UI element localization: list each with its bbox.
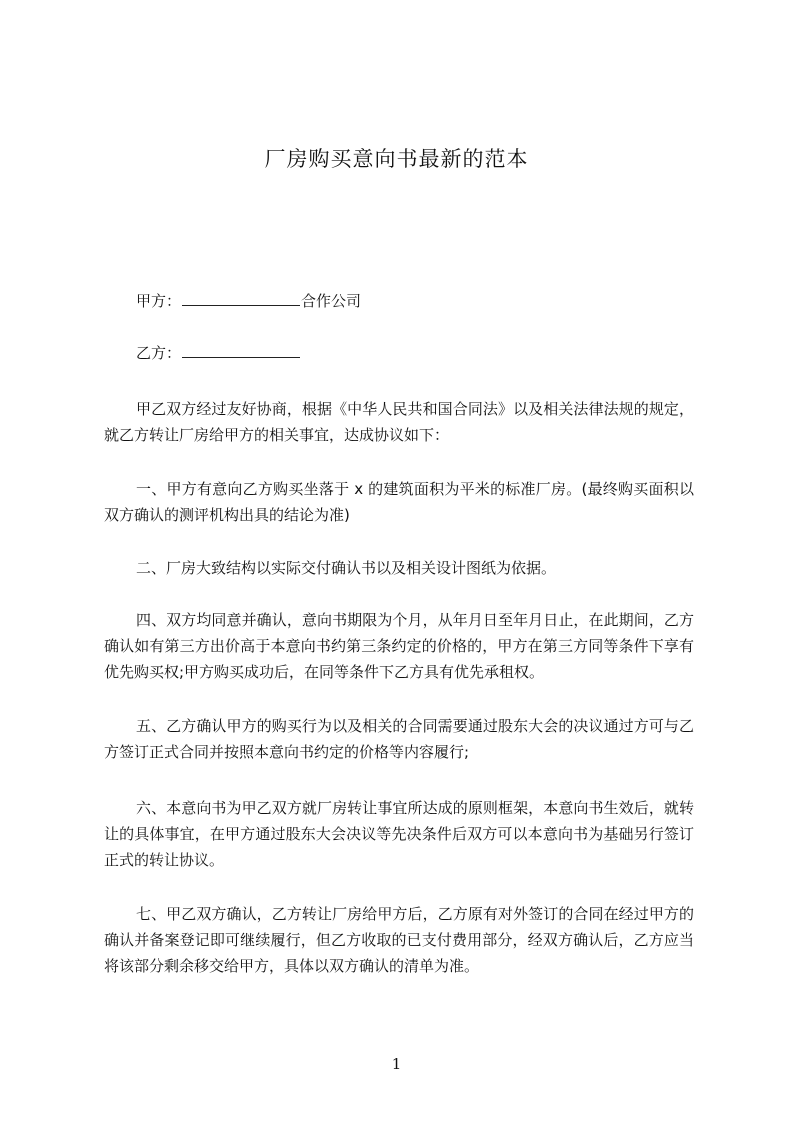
paragraph-clause-4: 四、双方均同意并确认，意向书期限为个月，从年月日至年月日止，在此期间，乙方确认如有第三方出价高于本意向书约第三条约定的价格的，甲方在第三方同等条件下享有优先购买权;甲方购买成功后，在同等条件下乙方具有优先承租权。 bbox=[104, 611, 694, 681]
paragraph-clause-1: 一、甲方有意向乙方购买坐落于 x 的建筑面积为平米的标准厂房。(最终购买面积以双方确认的测评机构出具的结论为准) bbox=[104, 480, 694, 524]
party-b-line bbox=[136, 340, 301, 366]
paragraph-intro: 甲乙双方经过友好协商，根据《中华人民共和国合同法》以及相关法律法规的规定，就乙方转让厂房给甲方的相关事宜，达成协议如下： bbox=[104, 400, 694, 444]
page-number: 1 bbox=[391, 1055, 402, 1073]
party-b-label: 乙方： bbox=[136, 344, 182, 362]
document-title: 厂房购买意向书最新的范本 bbox=[264, 147, 529, 171]
party-a-line bbox=[136, 288, 361, 314]
party-a-suffix: 合作公司 bbox=[301, 292, 362, 310]
paragraph-clause-7: 七、甲乙双方确认，乙方转让厂房给甲方后，乙方原有对外签订的合同在经过甲方的确认并备案登记即可继续履行，但乙方收取的已支付费用部分，经双方确认后，乙方应当将该部分剩余移交给甲方，具体以双方确认的清单为准。 bbox=[104, 905, 694, 975]
party-a-label: 甲方： bbox=[136, 292, 182, 310]
paragraph-clause-6: 六、本意向书为甲乙双方就厂房转让事宜所达成的原则框架，本意向书生效后，就转让的具体事宜，在甲方通过股东大会决议等先决条件后双方可以本意向书为基础另行签订正式的转让协议。 bbox=[104, 799, 694, 869]
party-b-blank bbox=[182, 343, 300, 358]
paragraph-clause-2: 二、厂房大致结构以实际交付确认书以及相关设计图纸为依据。 bbox=[136, 559, 557, 577]
party-a-blank bbox=[182, 291, 300, 306]
paragraph-clause-5: 五、乙方确认甲方的购买行为以及相关的合同需要通过股东大会的决议通过方可与乙方签订正式合同并按照本意向书约定的价格等内容履行; bbox=[104, 717, 694, 761]
